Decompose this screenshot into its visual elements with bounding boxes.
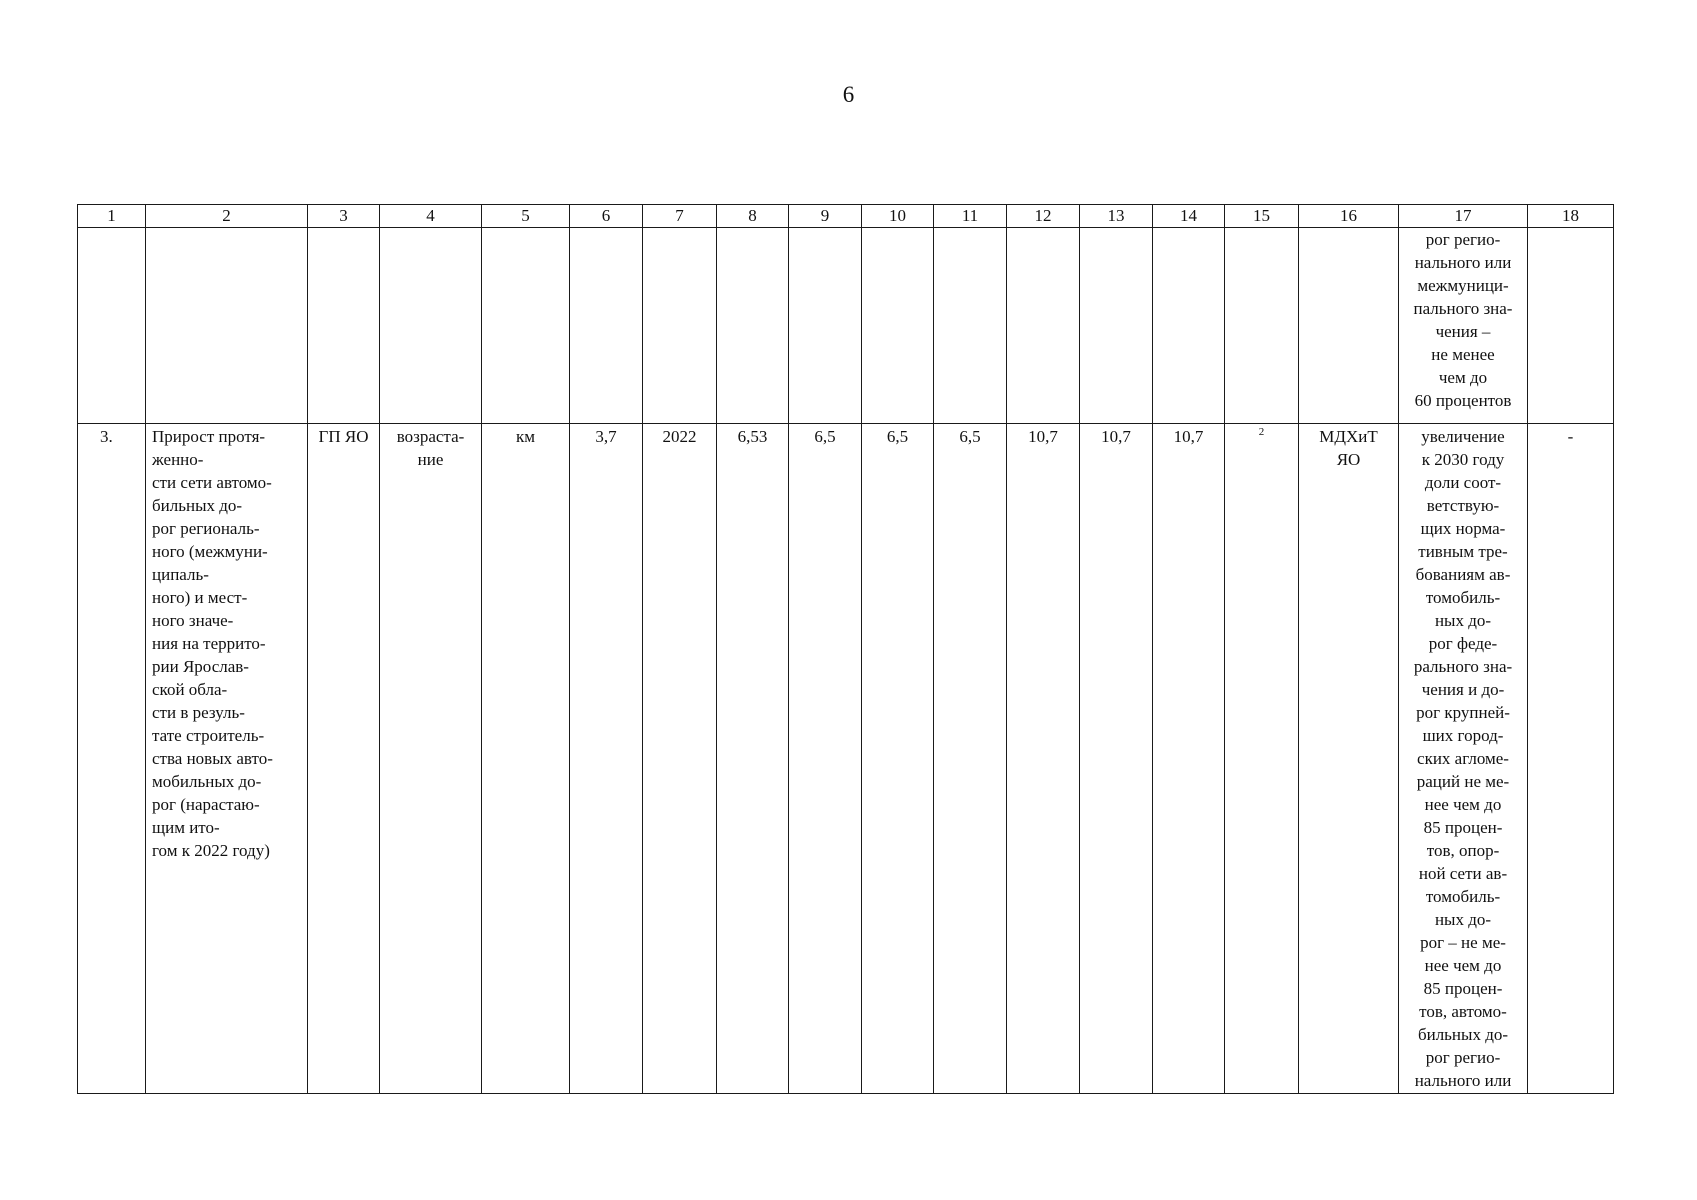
national-goal-link-continued: рог регио- нального или межмуници- пального зна- чения – не менее чем до 60 процентов: [1399, 228, 1528, 424]
table-cell: [1007, 228, 1080, 424]
column-number: 16: [1299, 205, 1399, 228]
column-number: 4: [380, 205, 482, 228]
table-cell: [1153, 228, 1225, 424]
table-cell: [380, 228, 482, 424]
column-number: 1: [78, 205, 146, 228]
table-cell: [570, 228, 643, 424]
value-col-8: 6,53: [717, 424, 789, 1094]
table-cell: [934, 228, 1007, 424]
page-number: 6: [842, 82, 855, 107]
table-cell: [1528, 228, 1614, 424]
base-value: 3,7: [570, 424, 643, 1094]
responsible-body: МДХиТ ЯО: [1299, 424, 1399, 1094]
indicator-table-container: [77, 204, 1614, 1094]
value-col-13: 10,7: [1080, 424, 1153, 1094]
national-goal-link: увеличение к 2030 году доли соот- ветствую- щих норма- тивным тре- бованиям ав- томобиль- ных до- рог феде- рального зна- чения и до- рог крупней- ших город- ских агломе- раций не ме- нее чем до 85 процен- тов, опор- ной сети ав- томобиль- ных до- рог – не ме- нее чем до 85 процен- тов, автомо- бильных до- рог регио- нального или: [1399, 424, 1528, 1094]
column-number: 6: [570, 205, 643, 228]
table-cell: [1225, 228, 1299, 424]
table-cell: [482, 228, 570, 424]
table-cell: [308, 228, 380, 424]
table-cell: [789, 228, 862, 424]
table-cell: [862, 228, 934, 424]
unit-of-measure: км: [482, 424, 570, 1094]
document-reference: 2: [1225, 424, 1299, 1094]
column-number: 11: [934, 205, 1007, 228]
column-number-row: [78, 205, 1614, 228]
indicator-name: Прирост протя- женно- сти сети автомо- бильных до- рог региональ- ного (межмуни- ципаль- ного) и мест- ного значе- ния на террито- рии Ярослав- ской обла- сти в резуль- тате строитель- ства новых авто- мобильных до- рог (нарастаю- щим ито- гом к 2022 году): [146, 424, 308, 1094]
base-year: 2022: [643, 424, 717, 1094]
table-cell: [717, 228, 789, 424]
column-number: 18: [1528, 205, 1614, 228]
table-cell: [643, 228, 717, 424]
column-number: 10: [862, 205, 934, 228]
column-number: 17: [1399, 205, 1528, 228]
table-cell: [1299, 228, 1399, 424]
column-number: 15: [1225, 205, 1299, 228]
value-col-14: 10,7: [1153, 424, 1225, 1094]
column-number: 7: [643, 205, 717, 228]
column-number: 3: [308, 205, 380, 228]
indicator-level: ГП ЯО: [308, 424, 380, 1094]
continuation-row: [78, 228, 1614, 424]
value-col-11: 6,5: [934, 424, 1007, 1094]
info-system-value: -: [1528, 424, 1614, 1094]
value-col-10: 6,5: [862, 424, 934, 1094]
value-col-12: 10,7: [1007, 424, 1080, 1094]
table-cell: [78, 228, 146, 424]
column-number: 5: [482, 205, 570, 228]
column-number: 2: [146, 205, 308, 228]
table-cell: [1080, 228, 1153, 424]
value-col-9: 6,5: [789, 424, 862, 1094]
indicator-table: [77, 204, 1614, 1094]
table-cell: [146, 228, 308, 424]
column-number: 12: [1007, 205, 1080, 228]
column-number: 14: [1153, 205, 1225, 228]
table-row: [78, 424, 1614, 1094]
indicator-trend: возраста- ние: [380, 424, 482, 1094]
row-number: 3.: [78, 424, 146, 1094]
column-number: 8: [717, 205, 789, 228]
column-number: 9: [789, 205, 862, 228]
column-number: 13: [1080, 205, 1153, 228]
